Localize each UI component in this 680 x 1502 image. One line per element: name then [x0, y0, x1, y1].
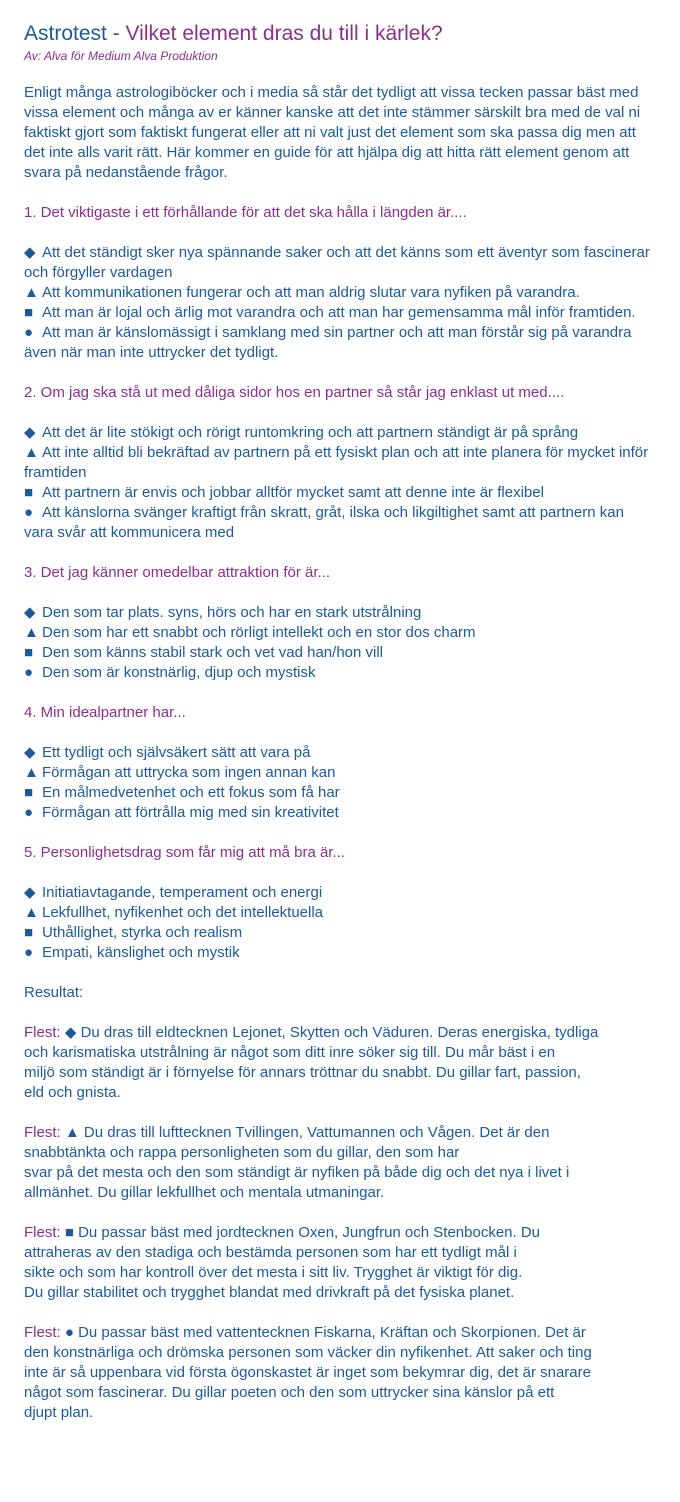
option-text: Uthållighet, styrka och realism: [42, 924, 243, 941]
triangle-icon: ▲: [24, 624, 39, 641]
option-text: Att kommunikationen fungerar och att man aldrig slutar vara nyfiken på varandra.: [42, 284, 580, 301]
result-line: [24, 1323, 650, 1343]
result-text: Du passar bäst med vattentecknen Fiskarna, Kräftan och Skorpionen. Det är: [78, 1324, 586, 1341]
option-text: Förmågan att förtrålla mig med sin kreativitet: [42, 804, 339, 821]
result-prefix: Flest:: [24, 1224, 61, 1241]
result-line: snabbtänkta och rappa personligheten som du gillar, den som har: [24, 1144, 460, 1161]
results-heading: Resultat:: [24, 984, 84, 1001]
result-triangle: [24, 1123, 650, 1203]
question-4: 4. Min idealpartner har...: [24, 704, 186, 721]
square-icon: ■: [24, 924, 34, 941]
option-diamond: [24, 423, 650, 443]
result-line: Du gillar stabilitet och trygghet blandat med drivkraft på det fysiska planet.: [24, 1284, 515, 1301]
option-square: [24, 923, 650, 943]
option-square: [24, 483, 650, 503]
option-circle: [24, 663, 650, 683]
result-text: Du dras till eldtecknen Lejonet, Skytten och Väduren. Deras energiska, tydliga: [80, 1024, 599, 1041]
circle-icon: ●: [24, 324, 34, 341]
option-square: [24, 303, 650, 323]
result-circle: [24, 1323, 650, 1423]
intro-paragraph: Enligt många astrologiböcker och i media så står det tydligt att vissa tecken passar bäst med vissa element och många av er känner kanske att det inte stämmer särskilt bra med de val ni faktiskt gjort som faktiskt fungerat eller att ni valt just det element som ska passa dig men att det inte alls varit rätt. Här kommer en guide för att hjälpa dig att hitta rätt element genom att svara på nedanstående frågor.: [24, 84, 641, 181]
diamond-icon: ◆: [24, 244, 36, 261]
option-triangle: [24, 283, 650, 303]
option-text: Att partnern är envis och jobbar alltför mycket samt att denne inte är flexibel: [42, 484, 544, 501]
result-text: Du dras till lufttecknen Tvillingen, Vattumannen och Vågen. Det är den: [83, 1124, 550, 1141]
option-triangle: [24, 763, 650, 783]
diamond-icon: ◆: [24, 604, 36, 621]
result-line: [24, 1123, 650, 1143]
option-text: En målmedvetenhet och ett fokus som få har: [42, 784, 340, 801]
option-text: Förmågan att uttrycka som ingen annan kan: [42, 764, 336, 781]
option-square: [24, 643, 650, 663]
triangle-icon: ▲: [24, 764, 39, 781]
result-line: attraheras av den stadiga och bestämda personen som har ett tydligt mål i: [24, 1244, 517, 1261]
square-icon: ■: [64, 1224, 74, 1241]
circle-icon: ●: [24, 944, 34, 961]
question-5-options: [24, 883, 650, 963]
option-text: Att känslorna svänger kraftigt från skratt, gråt, ilska och likgiltighet samt att partnern kan vara svår att kommunicera med: [24, 504, 624, 541]
circle-icon: ●: [64, 1324, 74, 1341]
option-text: Initiatiavtagande, temperament och energi: [42, 884, 323, 901]
option-text: Den som är konstnärlig, djup och mystisk: [42, 664, 316, 681]
option-circle: [24, 503, 650, 543]
option-text: Att inte alltid bli bekräftad av partnern på ett fysiskt plan och att inte planera för mycket inför framtiden: [24, 444, 649, 481]
option-triangle: [24, 903, 650, 923]
result-line: eld och gnista.: [24, 1084, 121, 1101]
option-circle: [24, 323, 650, 363]
result-line: [24, 1023, 650, 1043]
option-square: [24, 783, 650, 803]
option-text: Ett tydligt och självsäkert sätt att vara på: [42, 744, 311, 761]
square-icon: ■: [24, 484, 34, 501]
option-diamond: [24, 243, 650, 283]
result-line: svar på det mesta och den som ständigt är nyfiken på både dig och det nya i livet i: [24, 1164, 570, 1181]
option-text: Den som känns stabil stark och vet vad han/hon vill: [42, 644, 384, 661]
option-triangle: [24, 443, 650, 483]
question-2: 2. Om jag ska stå ut med dåliga sidor hos en partner så står jag enklast ut med....: [24, 384, 565, 401]
title-part2: Vilket element dras du till i kärlek?: [125, 22, 443, 45]
result-line: [24, 1223, 650, 1243]
option-text: Lekfullhet, nyfikenhet och det intellektuella: [42, 904, 324, 921]
option-diamond: [24, 603, 650, 623]
option-circle: [24, 803, 650, 823]
page-title: [24, 22, 650, 46]
triangle-icon: ▲: [24, 904, 39, 921]
option-diamond: [24, 743, 650, 763]
diamond-icon: ◆: [24, 744, 36, 761]
option-text: Att man är lojal och ärlig mot varandra och att man har gemensamma mål inför framtiden.: [42, 304, 636, 321]
option-circle: [24, 943, 650, 963]
option-triangle: [24, 623, 650, 643]
option-text: Att man är känslomässigt i samklang med sin partner och att man förstår sig på varandra även när man inte uttrycker det tydligt.: [24, 324, 632, 361]
circle-icon: ●: [24, 664, 34, 681]
option-diamond: [24, 883, 650, 903]
square-icon: ■: [24, 784, 34, 801]
question-3-options: [24, 603, 650, 683]
option-text: Empati, känslighet och mystik: [42, 944, 240, 961]
option-text: Att det är lite stökigt och rörigt runtomkring och att partnern ständigt är på språng: [42, 424, 579, 441]
circle-icon: ●: [24, 804, 34, 821]
result-line: miljö som ständigt är i förnyelse för annars tröttnar du snabbt. Du gillar fart, passion,: [24, 1064, 581, 1081]
result-line: allmänhet. Du gillar lekfullhet och mentala utmaningar.: [24, 1184, 385, 1201]
question-1-options: [24, 243, 650, 363]
question-2-options: [24, 423, 650, 543]
result-diamond: [24, 1023, 650, 1103]
result-prefix: Flest:: [24, 1024, 61, 1041]
byline: Av: Alva för Medium Alva Produktion: [24, 49, 218, 63]
option-text: Att det ständigt sker nya spännande saker och att det känns som ett äventyr som fascinerar och förgyller vardagen: [24, 244, 650, 281]
result-line: inte är så uppenbara vid första ögonskastet är inget som bekymrar dig, det är snarare: [24, 1364, 591, 1381]
question-1: 1. Det viktigaste i ett förhållande för att det ska hålla i längden är....: [24, 204, 467, 221]
triangle-icon: ▲: [24, 284, 39, 301]
result-line: och karismatiska utstrålning är något som ditt inre söker sig till. Du mår bäst i en: [24, 1044, 556, 1061]
result-prefix: Flest:: [24, 1124, 61, 1141]
option-text: Den som har ett snabbt och rörligt intellekt och en stor dos charm: [42, 624, 476, 641]
diamond-icon: ◆: [64, 1024, 77, 1041]
title-separator: -: [106, 22, 126, 45]
diamond-icon: ◆: [24, 884, 36, 901]
diamond-icon: ◆: [24, 424, 36, 441]
option-text: Den som tar plats. syns, hörs och har en stark utstrålning: [42, 604, 422, 621]
circle-icon: ●: [24, 504, 34, 521]
result-line: den konstnärliga och drömska personen som väcker din nyfikenhet. Att saker och ting: [24, 1344, 592, 1361]
question-5: 5. Personlighetsdrag som får mig att må bra är...: [24, 844, 345, 861]
question-4-options: [24, 743, 650, 823]
result-text: Du passar bäst med jordtecknen Oxen, Jungfrun och Stenbocken. Du: [78, 1224, 541, 1241]
triangle-icon: ▲: [64, 1124, 80, 1141]
result-line: djupt plan.: [24, 1404, 94, 1421]
result-prefix: Flest:: [24, 1324, 61, 1341]
title-part1: Astrotest: [24, 22, 107, 45]
triangle-icon: ▲: [24, 444, 39, 461]
square-icon: ■: [24, 304, 34, 321]
result-line: något som fascinerar. Du gillar poeten och den som uttrycker sina känslor på ett: [24, 1384, 555, 1401]
square-icon: ■: [24, 644, 34, 661]
result-line: sikte och som har kontroll över det mesta i sitt liv. Trygghet är viktigt för dig.: [24, 1264, 523, 1281]
result-square: [24, 1223, 650, 1303]
question-3: 3. Det jag känner omedelbar attraktion för är...: [24, 564, 330, 581]
